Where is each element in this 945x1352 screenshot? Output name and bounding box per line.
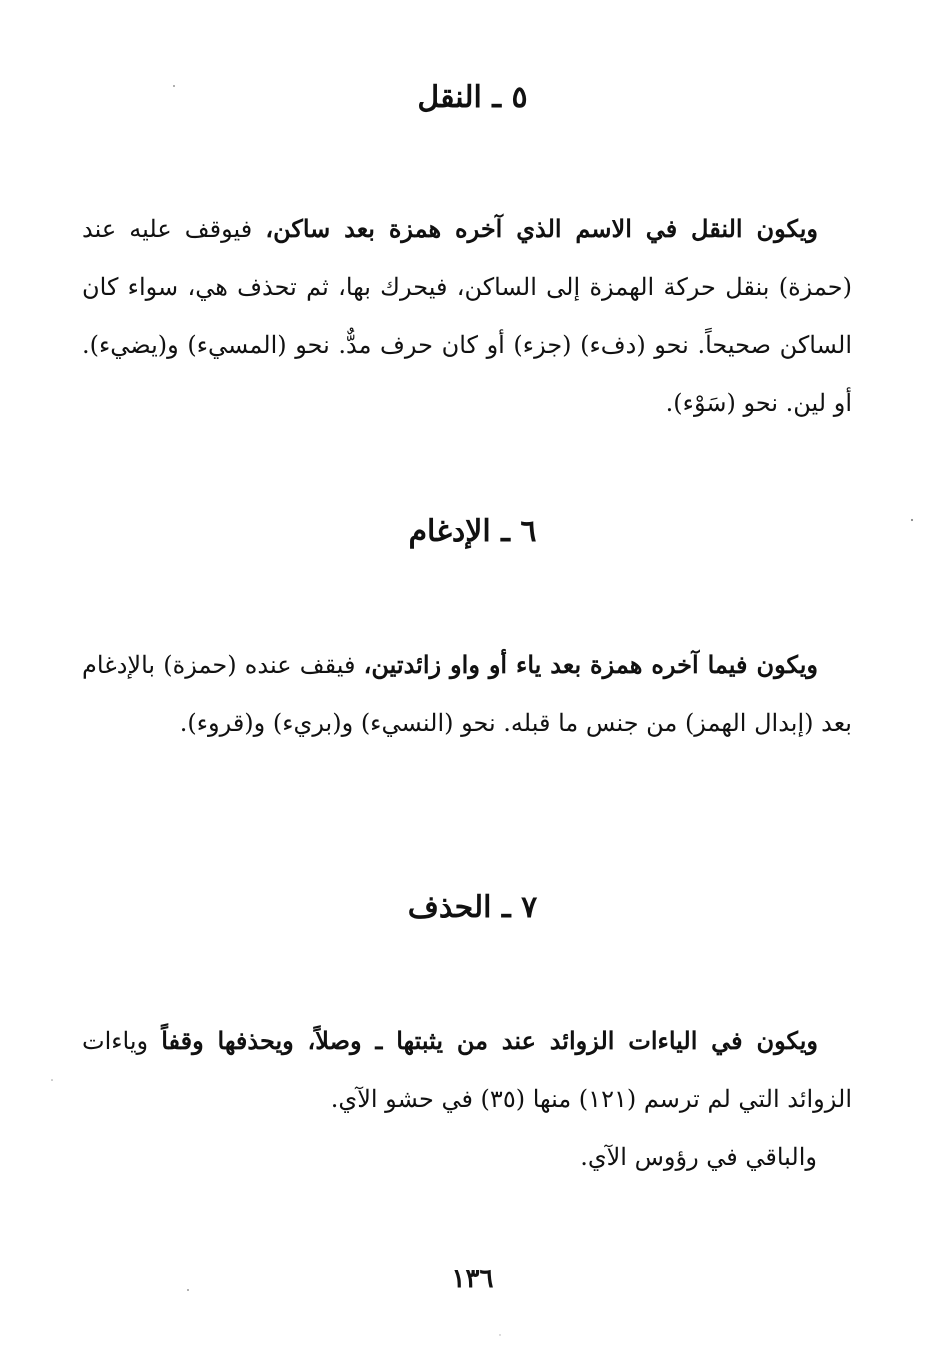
section-paragraph-idgham [82, 636, 852, 752]
paragraph-body: وياءات الزوائد التي لم ترسم (١٢١) منها (٣٥) في حشو الآي. [82, 1027, 852, 1113]
section-paragraph-hadhf [82, 1012, 852, 1128]
paragraph-lead: ويكون في الياءات الزوائد عند من يثبتها ـ وصلاً، ويحذفها وقفاً [161, 1026, 818, 1055]
section-heading-idgham: ٦ ـ الإدغام [408, 514, 537, 549]
section-heading-hadhf: ٧ ـ الحذف [407, 890, 538, 925]
paragraph-body: فيقف عنده (حمزة) بالإدغام بعد (إبدال الهمز) من جنس ما قبله. نحو (النسيء) و(بريء) و(قروء). [82, 651, 852, 737]
page-number: ١٣٦ [451, 1264, 494, 1294]
section-paragraph-hadhf-continuation: والباقي في رؤوس الآي. [580, 1143, 817, 1171]
section-paragraph-naql [82, 200, 852, 432]
paragraph-lead: ويكون فيما آخره همزة بعد ياء أو واو زائدتين، [363, 650, 818, 679]
section-heading-naql: ٥ ـ النقل [417, 80, 528, 115]
paragraph-body: فيوقف عليه عند (حمزة) بنقل حركة الهمزة إلى الساكن، فيحرك بها، ثم تحذف هي، سواء كان الساكن صحيحاً. نحو (دفء) (جزء) أو كان حرف مدٌّ. نحو (المسيء) و(يضيء). أو لين. نحو (سَوْء). [82, 215, 852, 417]
paragraph-lead: ويكون النقل في الاسم الذي آخره همزة بعد ساكن، [265, 214, 819, 243]
